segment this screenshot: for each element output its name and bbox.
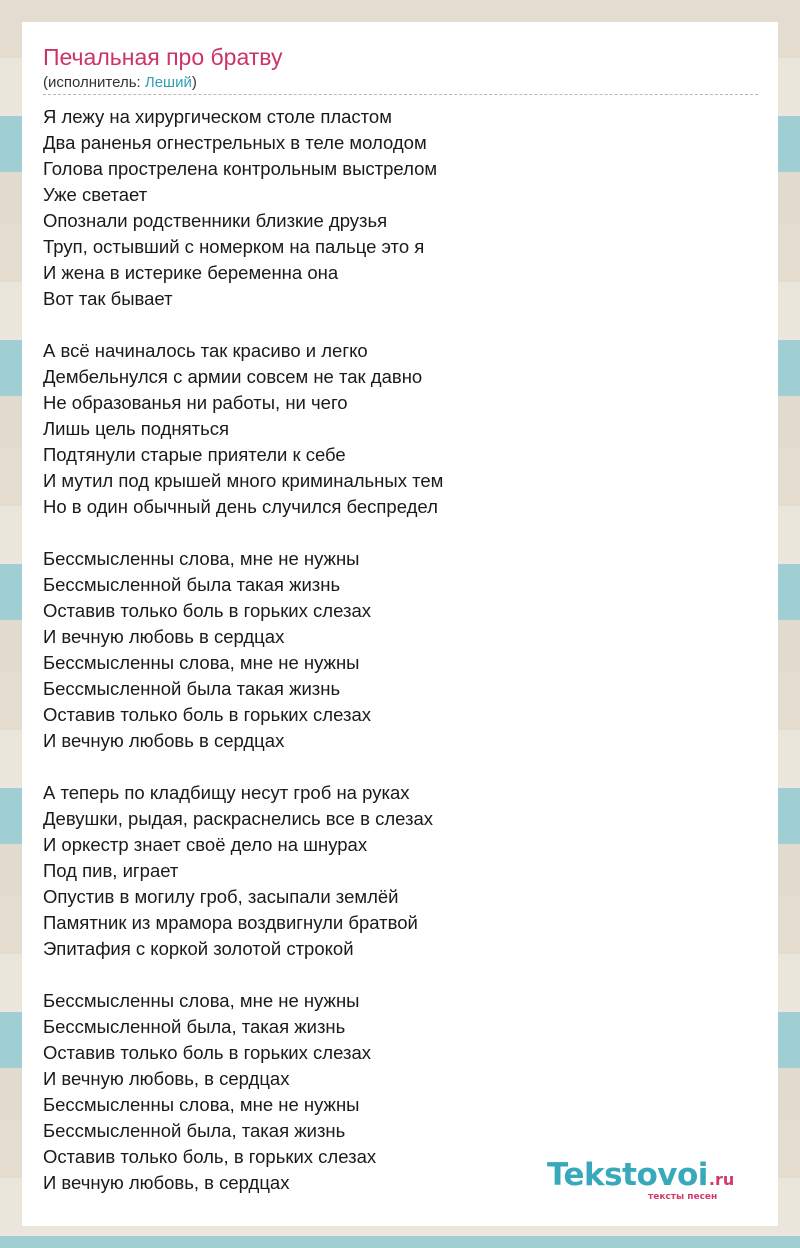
lyric-line: И жена в истерике беременна она [43,262,339,283]
stanza [43,338,443,520]
lyrics-body [43,104,443,1222]
lyric-line: И мутил под крышей много криминальных тем [43,470,444,491]
title-divider [43,94,758,95]
artist-link[interactable]: Леший [144,74,192,91]
lyric-line: Бессмысленны слова, мне не нужны [43,990,360,1011]
lyric-line: Вот так бывает [43,288,173,309]
lyric-line: Бессмысленны слова, мне не нужны [43,548,360,569]
lyric-line: Бессмысленной была, такая жизнь [43,1016,346,1037]
lyric-line: Эпитафия с коркой золотой строкой [43,938,354,959]
lyric-line: Уже светает [43,184,148,205]
lyric-line: А теперь по кладбищу несут гроб на руках [43,782,410,803]
lyric-line: Оставив только боль, в горьких слезах [43,1146,377,1167]
lyric-line: И вечную любовь в сердцах [43,730,285,751]
artist-suffix: ) [191,74,197,91]
artist-prefix: (исполнитель: [43,74,145,91]
lyric-line: Бессмысленной была такая жизнь [43,574,341,595]
lyric-line: Голова прострелена контрольным выстрелом [43,158,438,179]
lyrics-card [22,22,778,1226]
lyric-line: Оставив только боль в горьких слезах [43,600,371,621]
lyric-line: Памятник из мрамора воздвигнули братвой [43,912,418,933]
stanza [43,546,443,754]
lyric-line: Бессмысленной была, такая жизнь [43,1120,346,1141]
lyric-line: И вечную любовь, в сердцах [43,1172,290,1193]
lyric-line: Два раненья огнестрельных в теле молодом [43,132,427,153]
lyric-line: А всё начиналось так красиво и легко [43,340,368,361]
site-logo[interactable] [547,1157,735,1193]
lyric-line: Бессмысленны слова, мне не нужны [43,1094,360,1115]
lyric-line: И вечную любовь, в сердцах [43,1068,290,1089]
song-title: Печальная про братву [43,44,283,70]
lyric-line: Труп, остывший с номерком на пальце это я [43,236,425,257]
lyric-line: Я лежу на хирургическом столе пластом [43,106,392,127]
artist-line [43,74,197,91]
lyric-line: Но в один обычный день случился беспредел [43,496,438,517]
logo-wordmark: Tekstovoi [547,1157,708,1193]
lyric-line: Опустив в могилу гроб, засыпали землёй [43,886,399,907]
lyric-line: Опознали родственники близкие друзья [43,210,388,231]
stanza [43,780,443,962]
stanza [43,104,443,312]
stanza [43,988,443,1196]
lyric-line: Бессмысленны слова, мне не нужны [43,652,360,673]
lyric-line: И вечную любовь в сердцах [43,626,285,647]
logo-tagline: тексты песен [648,1192,718,1202]
lyric-line: Не образованья ни работы, ни чего [43,392,348,413]
lyric-line: Девушки, рыдая, раскраснелись все в слезах [43,808,434,829]
lyric-line: И оркестр знает своё дело на шнурах [43,834,368,855]
lyric-line: Оставив только боль в горьких слезах [43,1042,371,1063]
lyric-line: Под пив, играет [43,860,179,881]
lyric-line: Бессмысленной была такая жизнь [43,678,341,699]
lyric-line: Оставив только боль в горьких слезах [43,704,371,725]
lyric-line: Дембельнулся с армии совсем не так давно [43,366,423,387]
lyric-line: Лишь цель подняться [43,418,230,439]
logo-domain-suffix: .ru [708,1170,735,1189]
lyric-line: Подтянули старые приятели к себе [43,444,346,465]
